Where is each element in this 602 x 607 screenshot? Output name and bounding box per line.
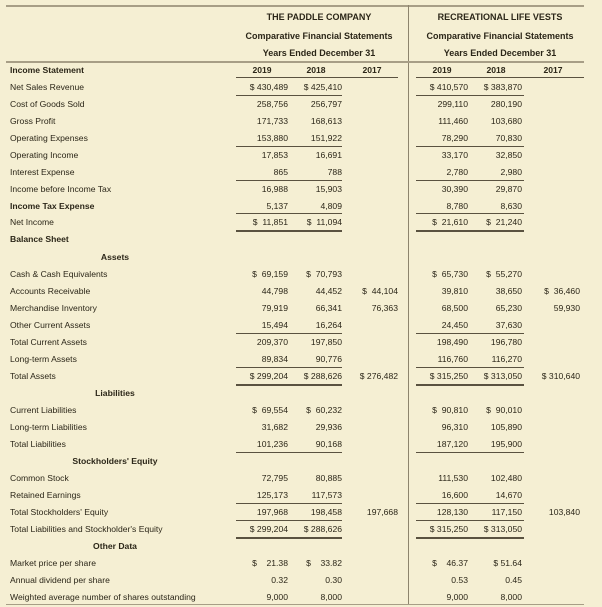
underline <box>416 213 524 214</box>
cell-value: 16,600 <box>441 490 468 500</box>
cell-value: 24,450 <box>441 320 468 330</box>
bottom-rule <box>6 604 584 605</box>
row-label: Operating Income <box>10 150 79 160</box>
double-underline <box>236 230 342 232</box>
year-col: 2017 <box>362 65 382 75</box>
company-2-subtitle: Comparative Financial Statements <box>426 31 574 41</box>
row-label: Market price per share <box>10 558 96 568</box>
cell-value: 72,795 <box>261 473 288 483</box>
underline <box>236 333 342 334</box>
cell-value: 30,390 <box>441 184 468 194</box>
row-label: Gross Profit <box>10 116 56 126</box>
double-underline <box>416 384 524 386</box>
cell-value: 15,494 <box>261 320 288 330</box>
table-row <box>0 402 602 419</box>
cell-value: $ 69,159 <box>252 269 288 279</box>
cell-value: 788 <box>327 167 342 177</box>
row-label: Weighted average number of shares outstanding <box>10 592 196 602</box>
cell-value: 8,630 <box>500 201 522 211</box>
table-row <box>0 334 602 351</box>
year-col: 2018 <box>486 65 506 75</box>
table-row <box>0 113 602 130</box>
cell-value: $ 21,610 <box>432 217 468 227</box>
cell-value: $ 60,232 <box>306 405 342 415</box>
row-label: Liabilities <box>95 388 135 398</box>
year-col: 2018 <box>306 65 326 75</box>
cell-value: 209,370 <box>256 337 288 347</box>
year-col: 2019 <box>432 65 452 75</box>
cell-value: 117,150 <box>491 507 522 517</box>
cell-value: 65,230 <box>495 303 522 313</box>
row-label: Total Current Assets <box>10 337 87 347</box>
cell-value: 128,130 <box>436 507 468 517</box>
row-label: Stockholders' Equity <box>72 456 158 466</box>
table-row <box>0 453 602 470</box>
cell-value: 29,936 <box>315 422 342 432</box>
cell-value: 37,630 <box>495 320 522 330</box>
cell-value: 256,797 <box>310 99 342 109</box>
row-label: Net Income <box>10 217 54 227</box>
double-underline <box>236 537 342 539</box>
cell-value: 90,168 <box>315 439 342 449</box>
cell-value: 195,900 <box>490 439 522 449</box>
underline <box>236 367 342 368</box>
underline <box>236 520 342 521</box>
year-col: 2019 <box>252 65 272 75</box>
cell-value: 168,613 <box>310 116 342 126</box>
top-rule <box>6 5 584 7</box>
cell-value: $ 299,204 <box>249 524 288 534</box>
cell-value: 103,680 <box>490 116 522 126</box>
cell-value: 80,885 <box>315 473 342 483</box>
double-underline <box>416 230 524 232</box>
cell-value: $ 36,460 <box>544 286 580 296</box>
cell-value: 105,890 <box>490 422 522 432</box>
table-row <box>0 487 602 504</box>
cell-value: 44,452 <box>315 286 342 296</box>
cell-value: 101,236 <box>256 439 288 449</box>
cell-value: 78,290 <box>441 133 468 143</box>
row-label: Income before Income Tax <box>10 184 112 194</box>
table-row <box>0 62 602 79</box>
cell-value: $ 65,730 <box>432 269 468 279</box>
cell-value: 89,834 <box>261 354 288 364</box>
underline <box>416 367 524 368</box>
table-row <box>0 368 602 385</box>
table-row <box>0 283 602 300</box>
row-label: Operating Expenses <box>10 133 88 143</box>
row-label: Current Liabilities <box>10 405 77 415</box>
cell-value: 5,137 <box>266 201 288 211</box>
cell-value: 2,780 <box>446 167 468 177</box>
row-label: Balance Sheet <box>10 234 69 244</box>
row-label: Total Liabilities <box>10 439 66 449</box>
cell-value: 8,780 <box>446 201 468 211</box>
row-label: Total Liabilities and Stockholder's Equity <box>10 524 163 534</box>
row-label: Long-term Liabilities <box>10 422 87 432</box>
cell-value: $ 11,851 <box>252 217 288 227</box>
table-row <box>0 521 602 538</box>
table-row <box>0 436 602 453</box>
cell-value: $ 55,270 <box>486 269 522 279</box>
cell-value: 70,830 <box>495 133 522 143</box>
underline <box>236 503 342 504</box>
underline <box>416 503 524 504</box>
company-1-subtitle: Comparative Financial Statements <box>245 31 393 41</box>
cell-value: 102,480 <box>490 473 522 483</box>
underline <box>236 146 342 147</box>
table-row <box>0 470 602 487</box>
cell-value: $ 276,482 <box>359 371 398 381</box>
row-label: Net Sales Revenue <box>10 82 85 92</box>
cell-value: 9,000 <box>266 592 288 602</box>
table-row <box>0 538 602 555</box>
table-row <box>0 231 602 248</box>
cell-value: 15,903 <box>315 184 342 194</box>
table-row <box>0 181 602 198</box>
row-label: Income Tax Expense <box>10 201 95 211</box>
year-col: 2017 <box>543 65 563 75</box>
cell-value: 8,000 <box>320 592 342 602</box>
cell-value: $ 90,810 <box>432 405 468 415</box>
cell-value: 44,798 <box>261 286 288 296</box>
underline <box>236 95 342 96</box>
cell-value: 196,780 <box>490 337 522 347</box>
row-label: Merchandise Inventory <box>10 303 97 313</box>
double-underline <box>416 537 524 539</box>
cell-value: 16,691 <box>315 150 342 160</box>
cell-value: $ 33.82 <box>306 558 342 568</box>
cell-value: 66,341 <box>315 303 342 313</box>
cell-value: 0.30 <box>325 575 342 585</box>
underline <box>416 146 524 147</box>
cell-value: 17,853 <box>261 150 288 160</box>
cell-value: $ 430,489 <box>249 82 288 92</box>
cell-value: 0.32 <box>271 575 288 585</box>
table-row <box>0 164 602 181</box>
cell-value: 125,173 <box>256 490 288 500</box>
company-2-period: Years Ended December 31 <box>443 48 557 58</box>
cell-value: $ 21.38 <box>252 558 288 568</box>
cell-value: 865 <box>273 167 288 177</box>
cell-value: 79,919 <box>261 303 288 313</box>
cell-value: 68,500 <box>441 303 468 313</box>
cell-value: 8,000 <box>500 592 522 602</box>
cell-value: 9,000 <box>446 592 468 602</box>
table-row <box>0 147 602 164</box>
table-row <box>0 504 602 521</box>
company-2-name: RECREATIONAL LIFE VESTS <box>437 12 563 22</box>
cell-value: $ 44,104 <box>362 286 398 296</box>
cell-value: 153,880 <box>256 133 288 143</box>
row-label: Income Statement <box>10 65 85 75</box>
cell-value: 2,980 <box>500 167 522 177</box>
cell-value: $ 315,250 <box>429 371 468 381</box>
cell-value: $ 21,240 <box>486 217 522 227</box>
table-row <box>0 214 602 231</box>
underline <box>416 520 524 521</box>
underline <box>416 95 524 96</box>
underline <box>416 180 524 181</box>
cell-value: $ 313,050 <box>483 371 522 381</box>
cell-value: 258,756 <box>256 99 288 109</box>
cell-value: $ 46.37 <box>432 558 468 568</box>
company-1-period: Years Ended December 31 <box>262 48 376 58</box>
cell-value: 103,840 <box>548 507 580 517</box>
cell-value: 187,120 <box>436 439 468 449</box>
cell-value: 151,922 <box>310 133 342 143</box>
row-label: Annual dividend per share <box>10 575 110 585</box>
row-label: Cost of Goods Sold <box>10 99 85 109</box>
cell-value: $ 299,204 <box>249 371 288 381</box>
cell-value: 198,458 <box>310 507 342 517</box>
cell-value: $ 310,640 <box>541 371 580 381</box>
cell-value: 111,460 <box>438 116 468 126</box>
cell-value: $ 313,050 <box>483 524 522 534</box>
cell-value: 33,170 <box>441 150 468 160</box>
cell-value: 197,968 <box>256 507 288 517</box>
cell-value: $ 383,870 <box>483 82 522 92</box>
row-label: Cash & Cash Equivalents <box>10 269 108 279</box>
cell-value: $ 288,626 <box>303 371 342 381</box>
underline <box>236 180 342 181</box>
cell-value: 111,530 <box>438 473 468 483</box>
cell-value: 32,850 <box>495 150 522 160</box>
row-label: Total Assets <box>10 371 56 381</box>
table-row <box>0 385 602 402</box>
underline <box>416 333 524 334</box>
cell-value: $ 425,410 <box>303 82 342 92</box>
table-row <box>0 419 602 436</box>
row-label: Accounts Receivable <box>10 286 91 296</box>
cell-value: 171,733 <box>256 116 288 126</box>
cell-value: 16,988 <box>261 184 288 194</box>
cell-value: 38,650 <box>495 286 522 296</box>
row-label: Interest Expense <box>10 167 75 177</box>
row-label: Other Data <box>93 541 137 551</box>
cell-value: 96,310 <box>441 422 468 432</box>
cell-value: 39,810 <box>441 286 468 296</box>
cell-value: 299,110 <box>437 99 468 109</box>
table-row <box>0 572 602 589</box>
cell-value: 31,682 <box>261 422 288 432</box>
cell-value: $ 11,094 <box>306 217 342 227</box>
cell-value: 0.53 <box>451 575 468 585</box>
table-row <box>0 96 602 113</box>
cell-value: 76,363 <box>371 303 398 313</box>
double-underline <box>236 384 342 386</box>
underline <box>236 452 342 453</box>
underline <box>416 452 524 453</box>
table-row <box>0 351 602 368</box>
cell-value: 16,264 <box>315 320 342 330</box>
row-label: Retained Earnings <box>10 490 81 500</box>
table-row <box>0 79 602 96</box>
row-label: Other Current Assets <box>10 320 91 330</box>
table-row <box>0 266 602 283</box>
table-row <box>0 130 602 147</box>
cell-value: 14,670 <box>495 490 522 500</box>
cell-value: 116,270 <box>491 354 522 364</box>
table-row <box>0 249 602 266</box>
cell-value: $ 69,554 <box>252 405 288 415</box>
cell-value: 0.45 <box>505 575 522 585</box>
cell-value: 4,809 <box>320 201 342 211</box>
cell-value: 280,190 <box>490 99 522 109</box>
table-row <box>0 300 602 317</box>
cell-value: $ 70,793 <box>306 269 342 279</box>
row-label: Long-term Assets <box>10 354 77 364</box>
cell-value: $ 90,010 <box>486 405 522 415</box>
cell-value: 197,850 <box>310 337 342 347</box>
table-row <box>0 317 602 334</box>
row-label: Assets <box>100 252 130 262</box>
underline <box>236 213 342 214</box>
cell-value: $ 315,250 <box>429 524 468 534</box>
cell-value: 90,776 <box>315 354 342 364</box>
row-label: Total Stockholders' Equity <box>10 507 109 517</box>
cell-value: $ 51.64 <box>493 558 522 568</box>
table-row <box>0 555 602 572</box>
cell-value: 197,668 <box>366 507 398 517</box>
cell-value: $ 288,626 <box>303 524 342 534</box>
cell-value: $ 410,570 <box>429 82 468 92</box>
cell-value: 198,490 <box>436 337 468 347</box>
company-1-name: THE PADDLE COMPANY <box>266 12 372 22</box>
cell-value: 29,870 <box>495 184 522 194</box>
row-label: Common Stock <box>10 473 69 483</box>
cell-value: 116,760 <box>437 354 468 364</box>
cell-value: 117,573 <box>311 490 342 500</box>
cell-value: 59,930 <box>553 303 580 313</box>
